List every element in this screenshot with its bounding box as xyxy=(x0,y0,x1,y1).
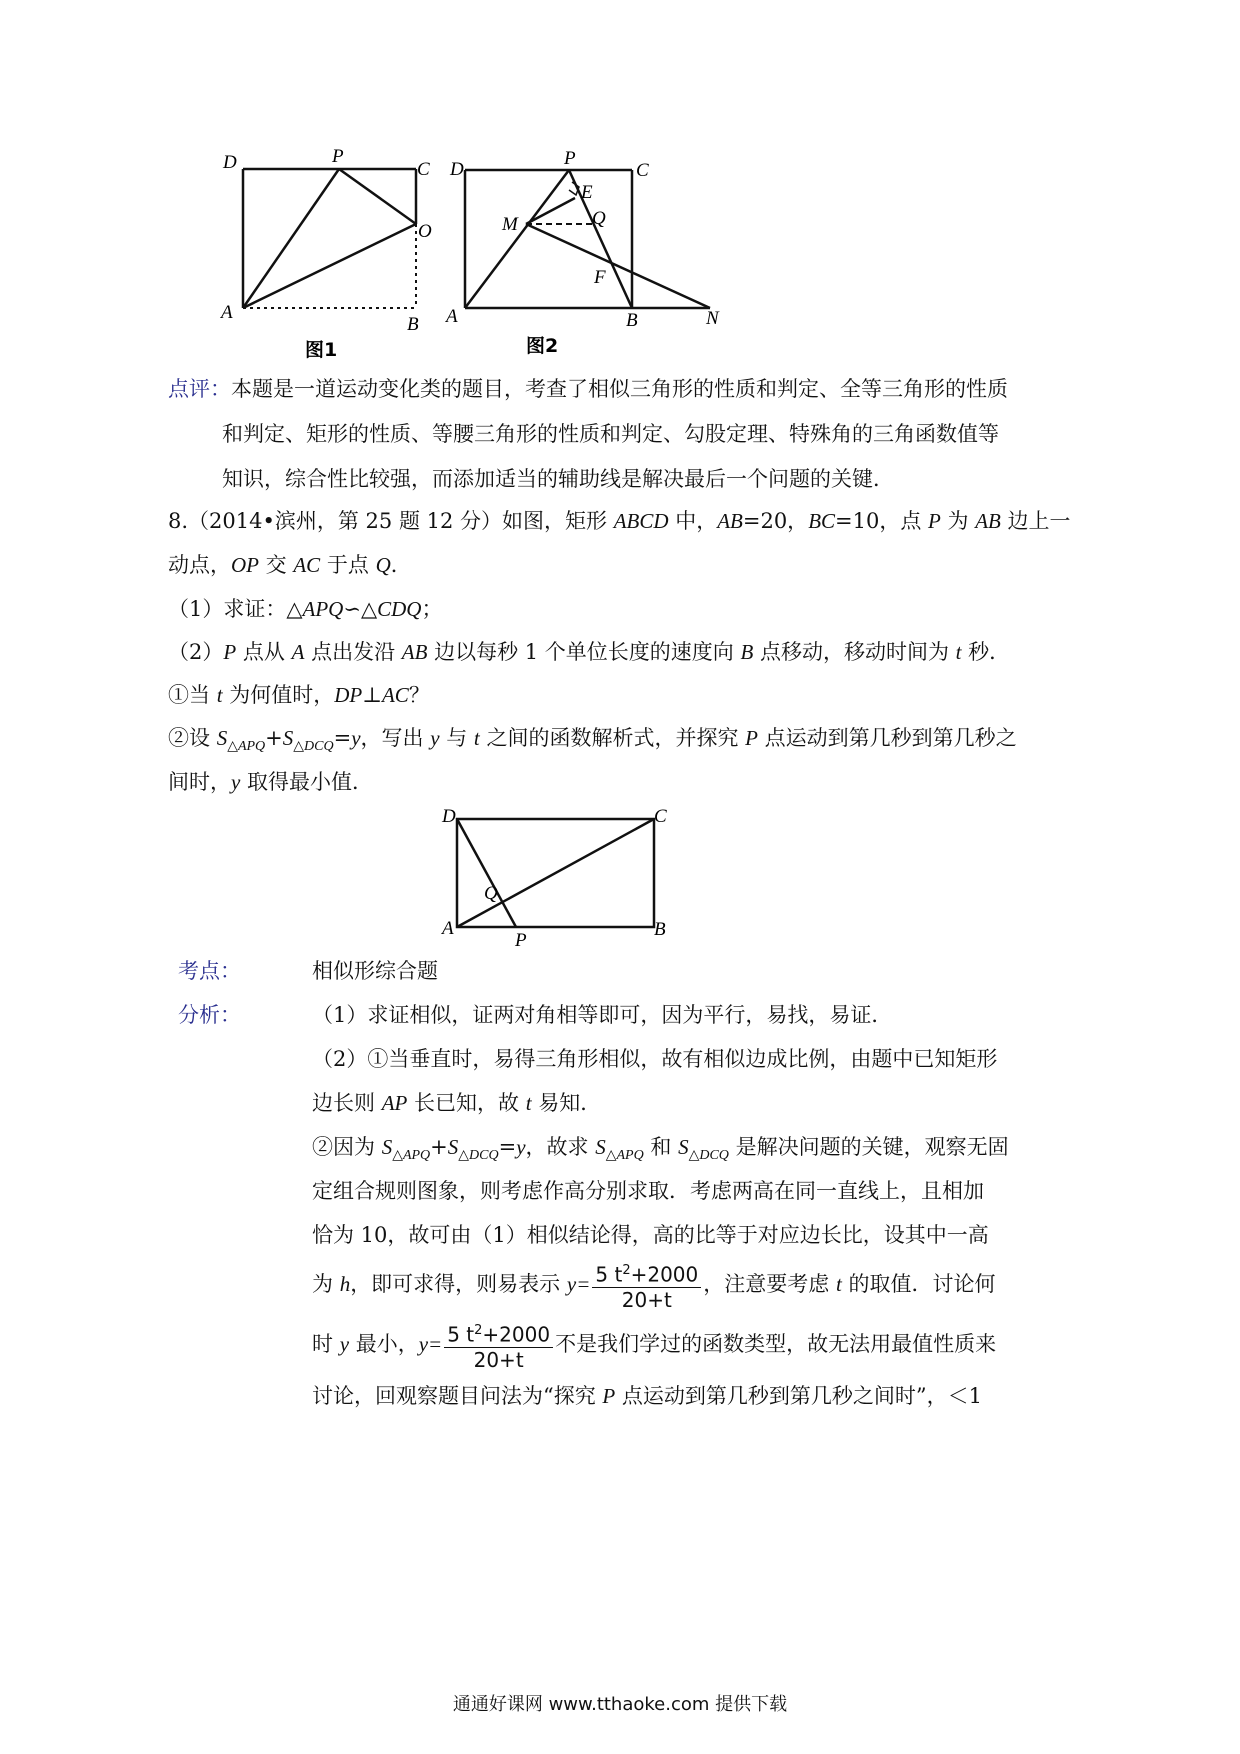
fenxi-line-5: 定组合规则图象，则考虑作高分别求取．考虑两高在同一直线上，且相加 xyxy=(312,1179,984,1203)
fig2-label-F: F xyxy=(594,267,606,288)
fig3-label-Q: Q xyxy=(484,883,498,904)
problem-line-2: 动点，OP 交 AC 于点 Q． xyxy=(168,553,412,577)
review-line-3: 知识，综合性比较强，而添加适当的辅助线是解决最后一个问题的关键． xyxy=(222,467,894,491)
fig1-label-P: P xyxy=(332,146,344,167)
review-text-1: 本题是一道运动变化类的题目，考查了相似三角形的性质和判定、全等三角形的性质 xyxy=(231,377,1008,401)
problem-line-3: （1）求证：△APQ∽△CDQ； xyxy=(168,597,443,621)
problem-line-1: 8.（2014•滨州，第 25 题 12 分）如图，矩形 ABCD 中，AB=20，BC=10，点 P 为 AB 边上一 xyxy=(168,509,1071,533)
fig3-label-A: A xyxy=(442,918,454,939)
fenxi-line-4: ②因为 $S_{\triangle APQ}+S_{\triangle DCQ}=y$，故求 $S_{\triangle APQ}$ 和 $S_{\triangle DCQ}$ 是解决问题的关键，观察无固 xyxy=(312,1135,1009,1164)
fig1-label-C: C xyxy=(417,159,430,180)
fig2-label-E: E xyxy=(581,182,593,203)
fraction-2: $\frac{5 t^2+2000}{20+t}$ xyxy=(444,1319,553,1372)
review-label: 点评： xyxy=(168,377,231,401)
figure-1 xyxy=(215,140,445,370)
fig1-label-A: A xyxy=(221,302,233,323)
fig2-label-N: N xyxy=(706,308,719,329)
review-line-2: 和判定、矩形的性质、等腰三角形的性质和判定、勾股定理、特殊角的三角函数值等 xyxy=(222,422,999,446)
fig1-label-B: B xyxy=(407,314,419,335)
fig1-label-D: D xyxy=(223,152,237,173)
fig1-caption: 图1 xyxy=(305,339,338,361)
problem-line-5: ①当 t 为何值时，DP⊥AC？ xyxy=(168,683,430,707)
fenxi-line-1: （1）求证相似，证两对角相等即可，因为平行，易找，易证． xyxy=(312,1003,893,1027)
problem-line-6: ②设 $S_{\triangle APQ}+S_{\triangle DCQ}=y$，写出 y 与 t 之间的函数解析式，并探究 P 点运动到第几秒到第几秒之 xyxy=(168,726,1017,755)
fenxi-line-6: 恰为 10，故可由（1）相似结论得，高的比等于对应边长比，设其中一高 xyxy=(312,1223,989,1247)
kaodian-label: 考点： xyxy=(178,959,241,983)
fig2-label-Q: Q xyxy=(592,208,606,229)
figure-2 xyxy=(440,140,740,370)
problem-line-4: （2）P 点从 A 点出发沿 AB 边以每秒 1 个单位长度的速度向 B 点移动，移动时间为 t 秒． xyxy=(168,640,1011,664)
page-footer: 通通好课网 www.tthaoke.com 提供下载 xyxy=(452,1694,788,1715)
fig3-label-B: B xyxy=(654,919,666,940)
problem-line-7: 间时，y 取得最小值． xyxy=(168,770,374,794)
fenxi-line-3: 边长则 AP 长已知，故 t 易知． xyxy=(312,1091,602,1115)
fig3-label-C: C xyxy=(654,806,667,827)
fig1-label-O: O xyxy=(418,221,432,242)
fig3-label-D: D xyxy=(442,806,456,827)
review-line-1 xyxy=(168,374,1008,404)
fenxi-line-9: 讨论，回观察题目问法为“探究 P 点运动到第几秒到第几秒之间时”，＜1 xyxy=(312,1384,983,1408)
fig2-caption: 图2 xyxy=(526,335,559,357)
fenxi-line-2: （2）①当垂直时，易得三角形相似，故有相似边成比例，由题中已知矩形 xyxy=(312,1047,998,1071)
fig3-label-P: P xyxy=(515,930,527,950)
fenxi-label: 分析： xyxy=(178,1003,241,1027)
fig2-label-P: P xyxy=(564,148,576,169)
fig2-label-A: A xyxy=(446,306,458,327)
fenxi-line-8: 时 y 最小，y= $\frac{5 t^2+2000}{20+t}$ 不是我们学过的函数类型，故无法用最值性质来 xyxy=(312,1314,996,1374)
fig2-label-D: D xyxy=(450,159,464,180)
figure-3 xyxy=(430,800,680,950)
fraction-1: $\frac{5 t^2+2000}{20+t}$ xyxy=(592,1259,701,1312)
fig2-label-B: B xyxy=(626,310,638,331)
fig2-label-M: M xyxy=(502,214,518,235)
kaodian-value: 相似形综合题 xyxy=(312,959,438,983)
fenxi-line-7: 为 h，即可求得，则易表示 y= $\frac{5 t^2+2000}{20+t}$ ，注意要考虑 t 的取值．讨论何 xyxy=(312,1254,995,1314)
fig2-label-C: C xyxy=(636,160,649,181)
